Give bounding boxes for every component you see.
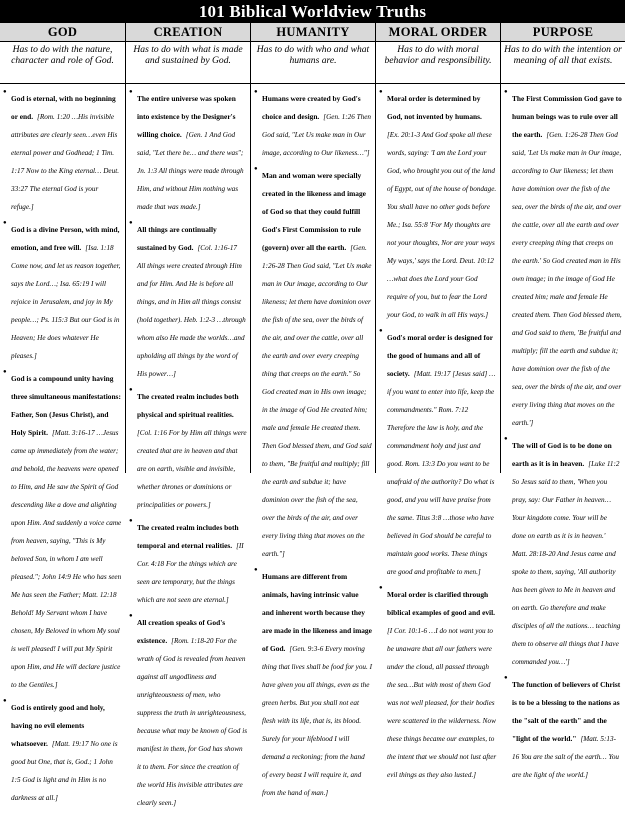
truth-statement: Humans are different from animals, having intrinsic value and inherent worth because they are made in the likeness and image of God. xyxy=(262,572,372,653)
truth-item xyxy=(3,219,122,363)
scripture-reference: [Gen. 1:26-28 Then God said, "Let Us make man in Our image, according to Our likeness; let them have dominion over the fish of the sea, over the birds of the air, and over the cattle, over all the earth and over every creeping thing that creeps on the earth." So God created man in His own image; in the image of God He created him; male and female He created them. Then God blessed them, and God said to them, "Be fruitful and multiply; fill the earth and subdue it; have dominion over the fish of the sea, over the birds of the air, and over every living thing that moves on the earth."] xyxy=(262,244,372,558)
scripture-reference: [Matt. 3:16-17 …Jesus came up immediately from the water; and behold, the heavens were opened to Him, and He saw the Spirit of God descending like a dove and alighting upon Him. And suddenly a voice came from heaven, saying, "This is My beloved Son, in whom I am well pleased."; John 14:9 He who has seen Me has seen the Father; Matt. 12:18 Behold! My Servant whom I have chosen, My Beloved in whom My soul is well pleased! I will put My Spirit upon Him, and He will declare justice to the Gentiles.] xyxy=(11,429,122,689)
truth-statement: The created realm includes both physical and spiritual realities. xyxy=(137,392,239,419)
truth-statement: Moral order is clarified through biblical examples of good and evil. xyxy=(387,590,495,617)
column-description: Has to do with who and what humans are. xyxy=(251,42,375,84)
truth-statement: All creation speaks of God's existence. xyxy=(137,618,226,645)
scripture-reference: [Isa. 1:18 Come now, and let us reason together, says the Lord…; Isa. 65:19 I will rejoice in Jerusalem, and joy in My people…; Ps. 115:3 But our God is in Heaven; He does whatever He pleases.] xyxy=(11,244,121,360)
truth-item xyxy=(379,88,497,322)
column-heading: PURPOSE xyxy=(501,23,625,42)
column-moral-order xyxy=(375,23,500,779)
truth-item xyxy=(379,327,497,579)
column-description: Has to do with the intention or meaning of all that exists. xyxy=(501,42,625,84)
column-description: Has to do with what is made and sustained by God. xyxy=(126,42,250,84)
truth-statement: God is a compound unity having three simultaneous manifestations: Father, Son (Jesus Christ), and Holy Spirit. xyxy=(11,374,121,437)
column-description: Has to do with moral behavior and responsibility. xyxy=(376,42,500,84)
column-heading: CREATION xyxy=(126,23,250,42)
column-god xyxy=(0,23,125,802)
truth-list xyxy=(126,84,250,815)
column-creation xyxy=(125,23,250,807)
truth-statement: God is eternal, with no beginning or end. xyxy=(11,94,116,121)
truth-item xyxy=(379,584,497,782)
truth-list xyxy=(0,84,125,810)
truth-item xyxy=(129,517,247,607)
truth-item xyxy=(254,165,372,561)
truth-statement: God is entirely good and holy, having no evil elements whatsoever. xyxy=(11,703,105,748)
truth-item xyxy=(129,219,247,381)
truth-statement: Man and woman were specially created in the likeness and image of God so that they could fulfill God's First Commission to rule (govern) over all the earth. xyxy=(262,171,366,252)
truth-list xyxy=(251,84,375,805)
truth-item xyxy=(129,612,247,810)
truth-item xyxy=(254,566,372,800)
scripture-reference: [Matt. 5:13-16 You are the salt of the earth… You are the light of the world.] xyxy=(512,735,620,779)
truth-item xyxy=(3,697,122,805)
truth-statement: The First Commission God gave to human beings was to rule over all the earth. xyxy=(512,94,622,139)
truth-item xyxy=(3,368,122,692)
column-humanity xyxy=(250,23,375,797)
scripture-reference: [II Cor. 4:18 For the things which are seen are temporary, but the things which are not seen are eternal.] xyxy=(137,542,244,604)
scripture-reference: [Gen. 1 And God said, "Let there be… and there was"; Jn. 1:3 All things were made through Him, and without Him nothing was made that was made.] xyxy=(137,131,244,211)
scripture-reference: [Luke 11:2 So Jesus said to them, 'When you pray, say: Our Father in heaven… Your kingdom come. Your will be done on earth as it is in heaven.' Matt. 28:18-20 And Jesus came and spoke to them, saying, 'All authority has been given to Me in heaven and on earth. Go therefore and make disciples of all the nations… teaching them to observe all things that I have commanded you…'] xyxy=(512,460,621,666)
truth-list xyxy=(501,84,625,787)
column-heading: HUMANITY xyxy=(251,23,375,42)
column-description: Has to do with the nature, character and role of God. xyxy=(0,42,125,84)
truth-statement: God is a divine Person, with mind, emotion, and free will. xyxy=(11,225,120,252)
scripture-reference: [Gen. 9:3-6 Every moving thing that lives shall be food for you. I have given you all things, even as the green herbs. But you shall not eat flesh with its life, that is, its blood. Surely for your lifeblood I will demand a reckoning; from the hand of every beast I will require it, and from the hand of man.] xyxy=(262,645,372,797)
scripture-reference: [Ex. 20:1-3 And God spoke all these words, saying: 'I am the Lord your God, who brought you out of the land of Egypt, out of the house of bondage. You shall have no other gods before Me.; Isa. 55:8 'For My thoughts are not your thoughts, Nor are your ways My ways,' says the Lord. Deut. 10:12 …what does the Lord your God require of you, but to fear the Lord your God, to walk in all His ways.] xyxy=(387,131,497,319)
scripture-reference: [Matt. 19:17 [Jesus said] …if you want to enter into life, keep the commandments." Rom. 7:12 Therefore the law is holy, and the commandment holy and just and good. Rom. 13:3 Do you want to be unafraid of the authority? Do what is good, and you will have praise from the same. Titus 3:8 …those who have believed in God should be careful to maintain good works. These things are good and profitable to men.] xyxy=(387,370,496,576)
truth-statement: Moral order is determined by God, not invented by humans. xyxy=(387,94,482,121)
column-heading: GOD xyxy=(0,23,125,42)
page-title: 101 Biblical Worldview Truths xyxy=(0,0,625,23)
truth-item xyxy=(254,88,372,160)
column-purpose xyxy=(500,23,625,779)
scripture-reference: [Rom. 1:20 …His invisible attributes are clearly seen…even His eternal power and Godhead; 1 Tim. 1:17 Now to the King eternal… Deut. 33:27 The eternal God is your refuge.] xyxy=(11,113,120,211)
truth-item xyxy=(129,386,247,512)
scripture-reference: [Col. 1:16 For by Him all things were created that are in heaven and that are on earth, visible and invisible, whether thrones or dominions or principalities or powers.] xyxy=(137,429,247,509)
truth-statement: All things are continually sustained by God. xyxy=(137,225,217,252)
truth-item xyxy=(504,674,622,782)
truth-item xyxy=(504,88,622,430)
truth-statement: The function of believers of Christ is to be a blessing to the nations as the "salt of the earth" and the "light of the world." xyxy=(512,680,621,743)
scripture-reference: [Col. 1:16-17 All things were created through Him and for Him. And He is before all things, and in Him all things consist (hold together). Heb. 1:2-3 …through whom also He made the worlds…and upholding all things by the word of His power…] xyxy=(137,244,246,378)
truth-statement: God's moral order is designed for the good of humans and all of society. xyxy=(387,333,493,378)
column-heading: MORAL ORDER xyxy=(376,23,500,42)
truth-statement: The created realm includes both temporal and eternal realities. xyxy=(137,523,239,550)
truth-statement: The will of God is to be done on earth as it is in heaven. xyxy=(512,441,612,468)
truths-grid xyxy=(0,23,625,807)
truth-statement: Humans were created by God's choice and design. xyxy=(262,94,361,121)
scripture-reference: [Matt. 19:17 No one is good but One, that is, God.; 1 John 1:5 God is light and in Him is no darkness at all.] xyxy=(11,740,118,802)
truth-item xyxy=(504,435,622,669)
truth-item xyxy=(3,88,122,214)
scripture-reference: [I Cor. 10:1-6 …I do not want you to be unaware that all our fathers were under the cloud, all passed through the sea…But with most of them God was not well pleased, for their bodies were scattered in the wilderness. Now these things became our examples, to the intent that we should not lust after evil things as they also lusted.] xyxy=(387,627,497,779)
truth-statement: The entire universe was spoken into existence by the Designer's willing choice. xyxy=(137,94,236,139)
scripture-reference: [Rom. 1:18-20 For the wrath of God is revealed from heaven against all ungodliness and unrighteousness of men, who suppress the truth in unrighteousness, because what may be known of God is manifest in them, for God has shown it to them. For since the creation of the world His invisible attributes are clearly seen.] xyxy=(137,637,247,807)
truth-item xyxy=(129,88,247,214)
scripture-reference: [Gen. 1:26-28 Then God said, 'Let Us make man in Our image, according to Our likeness; let them have dominion over the fish of the sea, over the birds of the air, and over the cattle, over all the earth and over every creeping thing that creeps on the earth.' So God created man in His own image; in the image of God He created him; male and female He created them. Then God blessed them, and God said to them, 'Be fruitful and multiply; fill the earth and subdue it; have dominion over the fish of the sea, over the birds of the air, and over every living thing that moves on the earth.'] xyxy=(512,131,622,427)
truth-list xyxy=(376,84,500,787)
scripture-reference: [Gen. 1:26 Then God said, "Let Us make man in Our image, according to Our likeness…"] xyxy=(262,113,372,157)
